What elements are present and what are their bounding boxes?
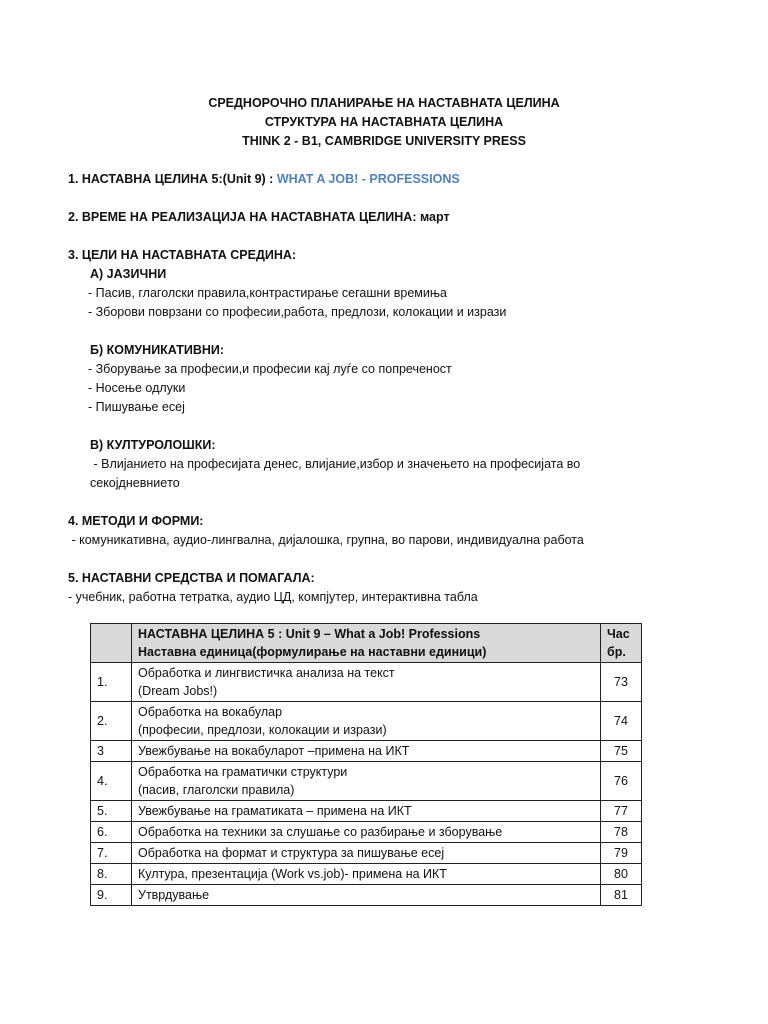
section-3c-line-1: - Влијанието на професијата денес, влијание,избор и значењето на професијата во [90, 457, 581, 471]
row-title-line-2: (професии, предлози, колокации и изрази) [138, 723, 387, 737]
row-number: 6. [91, 822, 132, 843]
row-number: 1. [91, 663, 132, 702]
row-number: 7. [91, 843, 132, 864]
row-hour: 74 [601, 702, 642, 741]
row-title-cell [132, 663, 601, 702]
row-title-line-1: Увежбување на вокабуларот –примена на ИКТ [138, 744, 410, 758]
section-3c-title: В) КУЛТУРОЛОШКИ: [90, 438, 216, 452]
row-hour: 76 [601, 762, 642, 801]
table-row [91, 822, 642, 843]
row-number: 3 [91, 741, 132, 762]
row-hour: 81 [601, 885, 642, 906]
section-3a-item: - Зборови поврзани со професии,работа, предлози, колокации и изрази [88, 305, 507, 319]
section-3b-item: - Зборување за професии,и професии кај луѓе со попреченост [88, 362, 452, 376]
section-3a-item: - Пасив, глаголски правила,контрастирање сегашни времиња [88, 286, 447, 300]
row-title-cell [132, 864, 601, 885]
row-title-cell [132, 741, 601, 762]
row-hour: 77 [601, 801, 642, 822]
table-row [91, 885, 642, 906]
row-hour: 79 [601, 843, 642, 864]
row-title-line-1: Обработка и лингвистичка анализа на текст [138, 666, 395, 680]
table-header-hours-line-2: бр. [607, 645, 626, 659]
section-1-value: WHAT A JOB! - PROFESSIONS [276, 172, 460, 186]
row-title-line-1: Увежбување на граматиката – примена на ИКТ [138, 804, 412, 818]
section-4-text: - комуникативна, аудио-лингвална, дијалошка, групна, во парови, индивидуална работа [68, 533, 584, 547]
row-number: 2. [91, 702, 132, 741]
row-number: 5. [91, 801, 132, 822]
row-hour: 80 [601, 864, 642, 885]
row-title-cell [132, 885, 601, 906]
row-hour: 73 [601, 663, 642, 702]
row-hour: 75 [601, 741, 642, 762]
row-number: 8. [91, 864, 132, 885]
section-3-title: 3. ЦЕЛИ НА НАСТАВНАТА СРЕДИНА: [68, 248, 297, 262]
row-title-line-2: (пасив, глаголски правила) [138, 783, 295, 797]
row-title-cell [132, 801, 601, 822]
section-3b-item: - Пишување есеј [88, 400, 185, 414]
row-title-line-1: Култура, презентација (Work vs.job)- примена на ИКТ [138, 867, 447, 881]
section-5-text: - учебник, работна тетратка, аудио ЦД, компјутер, интерактивна табла [68, 590, 478, 604]
row-title-line-1: Обработка на граматички структури [138, 765, 348, 779]
section-3c-line-2: секојдневниeто [90, 476, 180, 490]
document-header [0, 94, 768, 151]
table-row [91, 864, 642, 885]
section-4-title: 4. МЕТОДИ И ФОРМИ: [68, 514, 204, 528]
row-title-cell [132, 822, 601, 843]
table-header-hours-line-1: Час [607, 627, 630, 641]
row-title-line-2: (Dream Jobs!) [138, 684, 218, 698]
row-title-line-1: Обработка на техники за слушање со разбирање и зборување [138, 825, 503, 839]
table-row [91, 663, 642, 702]
table-row [91, 762, 642, 801]
row-number: 9. [91, 885, 132, 906]
lesson-plan-table [90, 623, 642, 906]
table-row [91, 702, 642, 741]
table-header-line-2: Наставна единица(формулирање на наставни единици) [138, 645, 487, 659]
row-title-cell [132, 762, 601, 801]
section-3b-item: - Носење одлуки [88, 381, 186, 395]
header-line-3: THINK 2 - B1, CAMBRIDGE UNIVERSITY PRESS [242, 134, 526, 148]
table-header-line-1: НАСТАВНА ЦЕЛИНА 5 : Unit 9 – What a Job! Professions [138, 627, 481, 641]
section-5-title: 5. НАСТАВНИ СРЕДСТВА И ПОМАГАЛА: [68, 571, 315, 585]
row-title-cell [132, 843, 601, 864]
row-hour: 78 [601, 822, 642, 843]
header-line-2: СТРУКТУРА НА НАСТАВНАТА ЦЕЛИНА [264, 115, 504, 129]
row-title-cell [132, 702, 601, 741]
section-1 [68, 170, 460, 189]
row-title-line-1: Обработка на формат и структура за пишување есеј [138, 846, 445, 860]
table-header-hours-cell [601, 624, 642, 663]
section-1-label: 1. НАСТАВНА ЦЕЛИНА 5:(Unit 9) : [68, 172, 277, 186]
section-3b-title: Б) КОМУНИКАТИВНИ: [90, 343, 225, 357]
table-header-row [91, 624, 642, 663]
row-title-line-1: Обработка на вокабулар [138, 705, 283, 719]
table-row [91, 801, 642, 822]
header-line-1: СРЕДНОРОЧНО ПЛАНИРАЊЕ НА НАСТАВНАТА ЦЕЛИНА [208, 96, 560, 110]
section-2: 2. ВРЕМЕ НА РЕАЛИЗАЦИЈА НА НАСТАВНАТА ЦЕЛИНА: март [68, 210, 450, 224]
table-row [91, 843, 642, 864]
row-number: 4. [91, 762, 132, 801]
table-header-title-cell [132, 624, 601, 663]
table-header-num-cell [91, 624, 132, 663]
row-title-line-1: Утврдување [138, 888, 210, 902]
section-3a-title: А) ЈАЗИЧНИ [90, 267, 167, 281]
table-row [91, 741, 642, 762]
